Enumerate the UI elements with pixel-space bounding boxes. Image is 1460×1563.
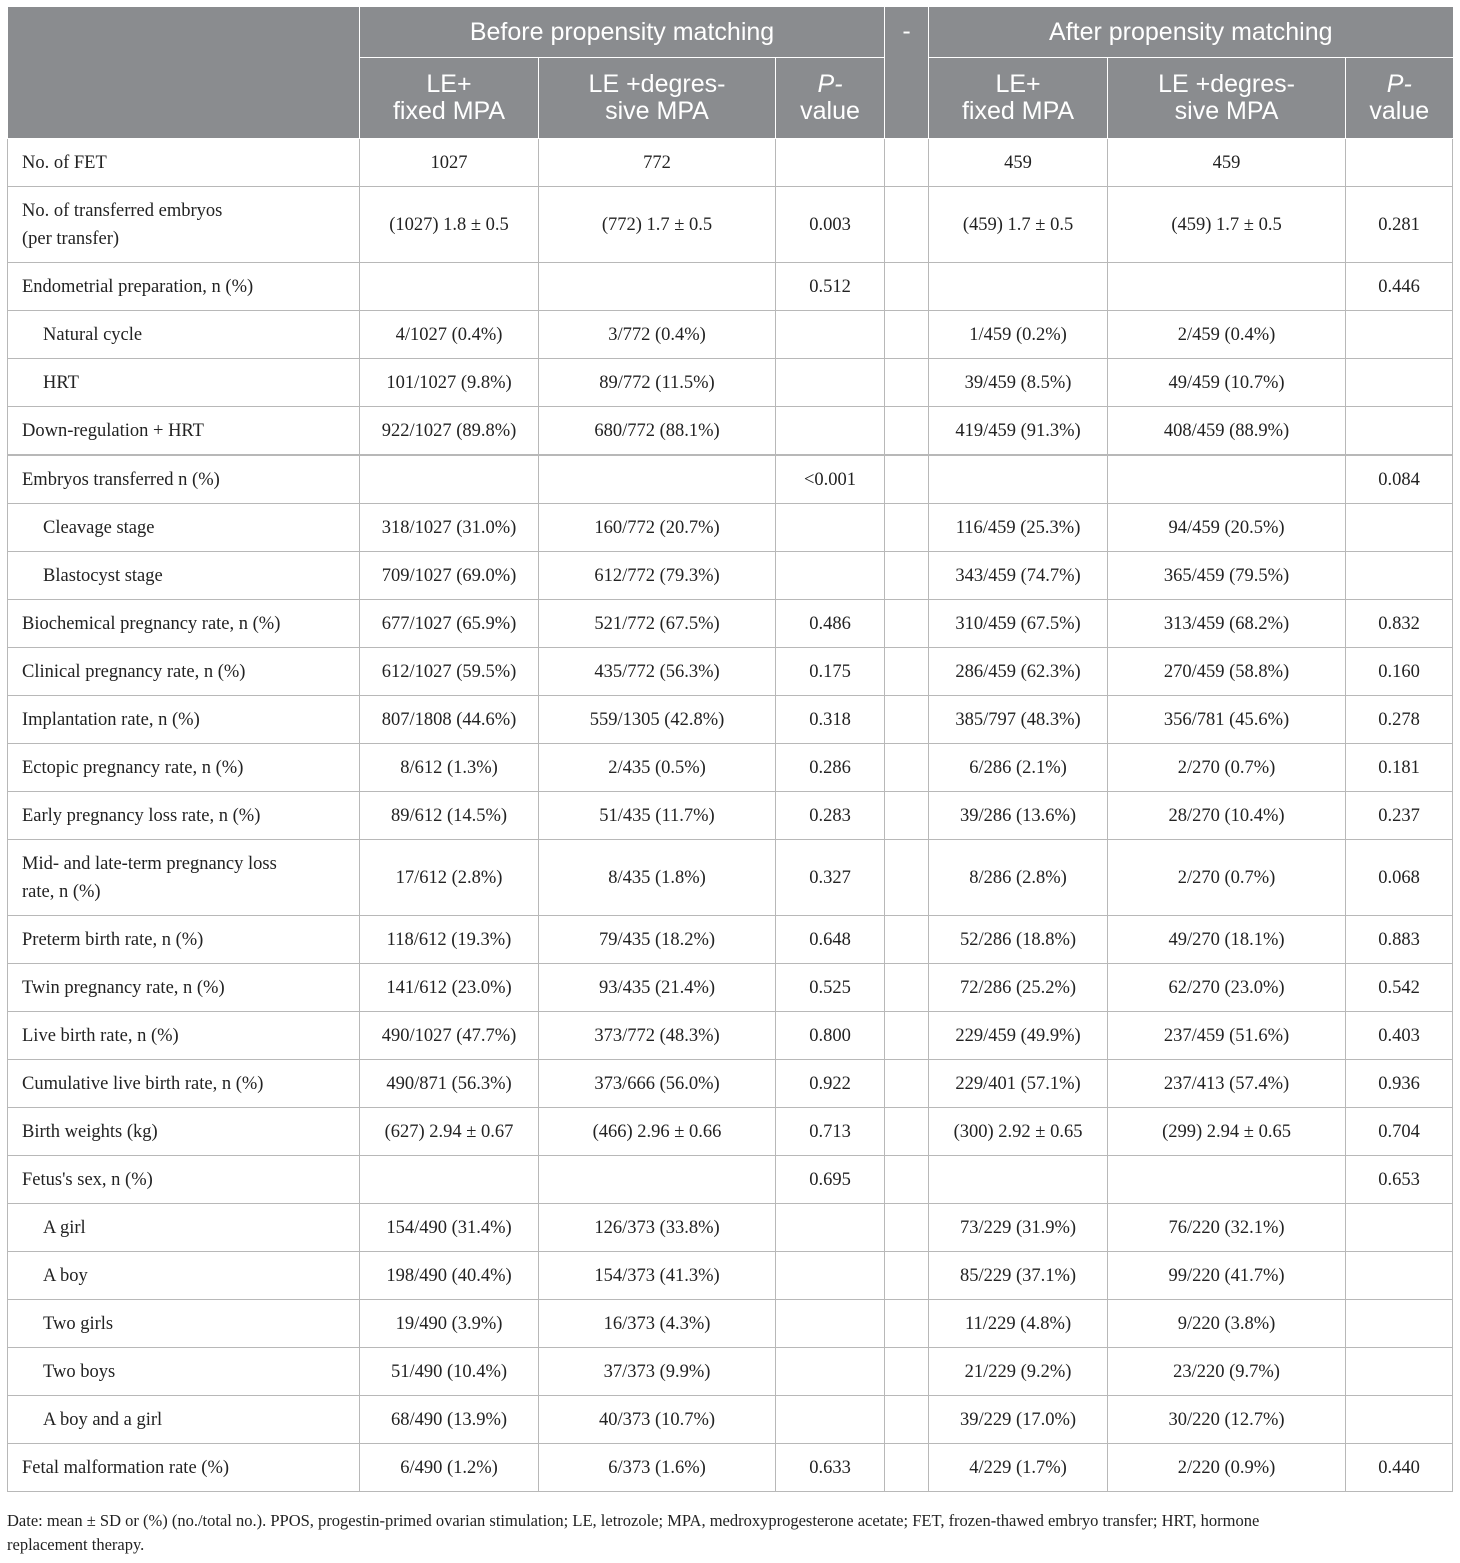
cell-before-p-value	[776, 1252, 885, 1300]
cell-after-fixed-mpa	[929, 455, 1108, 504]
row-label-text: Two boys	[43, 1361, 116, 1382]
table-row	[8, 648, 1453, 696]
cell-before-fixed-mpa: 807/1808 (44.6%)	[360, 696, 539, 744]
cell-after-fixed-mpa: 39/286 (13.6%)	[929, 792, 1108, 840]
cell-before-degressive-mpa: 772	[539, 139, 776, 187]
cell-before-fixed-mpa: 101/1027 (9.8%)	[360, 359, 539, 407]
cell-before-degressive-mpa: 160/772 (20.7%)	[539, 504, 776, 552]
cell-after-degressive-mpa	[1108, 455, 1346, 504]
cell-after-p-value	[1346, 1348, 1453, 1396]
row-label-text: Mid- and late-term pregnancy loss	[22, 853, 277, 874]
table-row	[8, 1156, 1453, 1204]
cell-before-degressive-mpa: 373/772 (48.3%)	[539, 1012, 776, 1060]
cell-after-p-value: 0.084	[1346, 455, 1453, 504]
cell-before-degressive-mpa	[539, 263, 776, 311]
cell-before-fixed-mpa	[360, 1156, 539, 1204]
cell-after-degressive-mpa: 237/459 (51.6%)	[1108, 1012, 1346, 1060]
cell-after-fixed-mpa: 8/286 (2.8%)	[929, 840, 1108, 916]
cell-after-p-value	[1346, 359, 1453, 407]
cell-after-degressive-mpa: 459	[1108, 139, 1346, 187]
table-row	[8, 1204, 1453, 1252]
cell-before-fixed-mpa: (627) 2.94 ± 0.67	[360, 1108, 539, 1156]
cell-separator	[885, 263, 929, 311]
row-label-text: Natural cycle	[43, 324, 143, 345]
cell-before-degressive-mpa: 6/373 (1.6%)	[539, 1444, 776, 1492]
row-label-text: Fetal malformation rate (%)	[22, 1457, 230, 1478]
cell-separator	[885, 552, 929, 600]
cell-after-p-value: 0.704	[1346, 1108, 1453, 1156]
cell-after-p-value	[1346, 1204, 1453, 1252]
cell-before-fixed-mpa: 490/1027 (47.7%)	[360, 1012, 539, 1060]
cell-separator	[885, 916, 929, 964]
cell-after-degressive-mpa: 2/270 (0.7%)	[1108, 840, 1346, 916]
cell-before-p-value	[776, 1204, 885, 1252]
row-label	[8, 455, 360, 504]
cell-separator	[885, 504, 929, 552]
cell-after-p-value	[1346, 407, 1453, 456]
cell-before-fixed-mpa: 17/612 (2.8%)	[360, 840, 539, 916]
cell-after-fixed-mpa: 21/229 (9.2%)	[929, 1348, 1108, 1396]
cell-before-p-value: 0.486	[776, 600, 885, 648]
row-label-text: Down-regulation + HRT	[22, 420, 204, 441]
row-label-text: Early pregnancy loss rate, n (%)	[22, 805, 261, 826]
cell-separator	[885, 1156, 929, 1204]
cell-before-fixed-mpa: 677/1027 (65.9%)	[360, 600, 539, 648]
cell-before-p-value	[776, 359, 885, 407]
row-label	[8, 504, 360, 552]
cell-after-degressive-mpa: 2/220 (0.9%)	[1108, 1444, 1346, 1492]
cell-before-fixed-mpa: 6/490 (1.2%)	[360, 1444, 539, 1492]
row-label-text: Clinical pregnancy rate, n (%)	[22, 661, 246, 682]
table-body	[8, 139, 1453, 1492]
cell-separator	[885, 187, 929, 263]
row-label-text: Twin pregnancy rate, n (%)	[22, 977, 225, 998]
cell-after-fixed-mpa: 385/797 (48.3%)	[929, 696, 1108, 744]
row-label-text: Endometrial preparation, n (%)	[22, 276, 254, 297]
cell-before-degressive-mpa: 51/435 (11.7%)	[539, 792, 776, 840]
cell-after-degressive-mpa: 2/270 (0.7%)	[1108, 744, 1346, 792]
cell-after-fixed-mpa: 72/286 (25.2%)	[929, 964, 1108, 1012]
row-label-text: HRT	[43, 372, 79, 393]
cell-separator	[885, 311, 929, 359]
row-label	[8, 263, 360, 311]
cell-before-p-value	[776, 1396, 885, 1444]
cell-after-p-value: 0.160	[1346, 648, 1453, 696]
cell-before-p-value: 0.633	[776, 1444, 885, 1492]
cell-after-p-value	[1346, 1252, 1453, 1300]
table-row	[8, 263, 1453, 311]
cell-before-fixed-mpa: 141/612 (23.0%)	[360, 964, 539, 1012]
cell-after-degressive-mpa: 94/459 (20.5%)	[1108, 504, 1346, 552]
results-table	[7, 7, 1453, 1492]
row-label	[8, 1300, 360, 1348]
header-after-p-value: P- value	[1346, 58, 1453, 139]
row-label	[8, 1252, 360, 1300]
row-label-text: Cumulative live birth rate, n (%)	[22, 1073, 264, 1094]
cell-after-p-value: 0.281	[1346, 187, 1453, 263]
cell-after-fixed-mpa: 286/459 (62.3%)	[929, 648, 1108, 696]
cell-before-degressive-mpa	[539, 1156, 776, 1204]
cell-after-fixed-mpa: 73/229 (31.9%)	[929, 1204, 1108, 1252]
table-row	[8, 600, 1453, 648]
cell-after-p-value	[1346, 139, 1453, 187]
cell-after-p-value: 0.883	[1346, 916, 1453, 964]
cell-before-fixed-mpa: 318/1027 (31.0%)	[360, 504, 539, 552]
table-row	[8, 455, 1453, 504]
row-label-text-line2: (per transfer)	[22, 228, 120, 249]
cell-before-degressive-mpa: 373/666 (56.0%)	[539, 1060, 776, 1108]
row-label-text: Birth weights (kg)	[22, 1121, 158, 1142]
row-label	[8, 552, 360, 600]
cell-before-fixed-mpa: 68/490 (13.9%)	[360, 1396, 539, 1444]
cell-after-degressive-mpa: 270/459 (58.8%)	[1108, 648, 1346, 696]
row-label	[8, 1060, 360, 1108]
row-label	[8, 359, 360, 407]
cell-before-degressive-mpa: 89/772 (11.5%)	[539, 359, 776, 407]
cell-before-degressive-mpa: 521/772 (67.5%)	[539, 600, 776, 648]
header-before-p-value: P- value	[776, 58, 885, 139]
row-label	[8, 696, 360, 744]
cell-before-degressive-mpa: 79/435 (18.2%)	[539, 916, 776, 964]
cell-before-degressive-mpa: (466) 2.96 ± 0.66	[539, 1108, 776, 1156]
cell-after-p-value: 0.237	[1346, 792, 1453, 840]
table-row	[8, 916, 1453, 964]
row-label	[8, 1012, 360, 1060]
row-label-text: No. of FET	[22, 152, 107, 173]
cell-separator	[885, 1108, 929, 1156]
cell-after-degressive-mpa: 28/270 (10.4%)	[1108, 792, 1346, 840]
cell-before-fixed-mpa: 4/1027 (0.4%)	[360, 311, 539, 359]
cell-after-p-value: 0.936	[1346, 1060, 1453, 1108]
cell-separator	[885, 455, 929, 504]
row-label	[8, 187, 360, 263]
cell-before-degressive-mpa: 680/772 (88.1%)	[539, 407, 776, 456]
cell-after-degressive-mpa: 49/459 (10.7%)	[1108, 359, 1346, 407]
cell-before-degressive-mpa: 2/435 (0.5%)	[539, 744, 776, 792]
cell-before-degressive-mpa: 16/373 (4.3%)	[539, 1300, 776, 1348]
cell-before-p-value: 0.512	[776, 263, 885, 311]
cell-after-degressive-mpa: (459) 1.7 ± 0.5	[1108, 187, 1346, 263]
cell-after-fixed-mpa: 459	[929, 139, 1108, 187]
cell-after-degressive-mpa: 99/220 (41.7%)	[1108, 1252, 1346, 1300]
row-label-text: Biochemical pregnancy rate, n (%)	[22, 613, 281, 634]
table-row	[8, 1300, 1453, 1348]
row-label	[8, 1444, 360, 1492]
header-separator: -	[885, 7, 929, 139]
cell-after-fixed-mpa: 39/229 (17.0%)	[929, 1396, 1108, 1444]
row-label-text: Implantation rate, n (%)	[22, 709, 200, 730]
cell-before-degressive-mpa: 126/373 (33.8%)	[539, 1204, 776, 1252]
cell-before-p-value: 0.283	[776, 792, 885, 840]
row-label	[8, 600, 360, 648]
row-label-text: A girl	[43, 1217, 86, 1238]
cell-separator	[885, 359, 929, 407]
cell-after-degressive-mpa: (299) 2.94 ± 0.65	[1108, 1108, 1346, 1156]
cell-after-fixed-mpa: (300) 2.92 ± 0.65	[929, 1108, 1108, 1156]
header-before-degressive-mpa: LE +degres- sive MPA	[539, 58, 776, 139]
cell-before-p-value: 0.525	[776, 964, 885, 1012]
table-footnote: Date: mean ± SD or (%) (no./total no.). PPOS, progestin-primed ovarian stimulation; LE, letrozole; MPA, medroxyprogesterone acetate; FET, frozen-thawed embryo transfer; HRT, hormone replacement therapy.	[7, 1511, 1260, 1554]
cell-after-p-value: 0.832	[1346, 600, 1453, 648]
cell-after-p-value	[1346, 552, 1453, 600]
row-label-text: Two girls	[43, 1313, 114, 1334]
cell-before-p-value: 0.648	[776, 916, 885, 964]
cell-after-degressive-mpa: 2/459 (0.4%)	[1108, 311, 1346, 359]
cell-separator	[885, 792, 929, 840]
cell-separator	[885, 696, 929, 744]
cell-before-fixed-mpa: 1027	[360, 139, 539, 187]
row-label	[8, 407, 360, 456]
table-row	[8, 1396, 1453, 1444]
cell-after-p-value: 0.181	[1346, 744, 1453, 792]
table-container	[7, 7, 1452, 1492]
header-before-matching: Before propensity matching	[360, 7, 885, 58]
cell-before-p-value: 0.922	[776, 1060, 885, 1108]
cell-after-fixed-mpa	[929, 1156, 1108, 1204]
cell-separator	[885, 1060, 929, 1108]
cell-separator	[885, 744, 929, 792]
cell-before-p-value: 0.695	[776, 1156, 885, 1204]
cell-separator	[885, 1348, 929, 1396]
cell-before-p-value	[776, 1348, 885, 1396]
cell-after-fixed-mpa: 310/459 (67.5%)	[929, 600, 1108, 648]
table-row	[8, 744, 1453, 792]
cell-before-degressive-mpa: 612/772 (79.3%)	[539, 552, 776, 600]
cell-after-degressive-mpa: 408/459 (88.9%)	[1108, 407, 1346, 456]
cell-before-degressive-mpa: 37/373 (9.9%)	[539, 1348, 776, 1396]
cell-after-degressive-mpa: 356/781 (45.6%)	[1108, 696, 1346, 744]
cell-separator	[885, 407, 929, 456]
table-row	[8, 187, 1453, 263]
cell-before-p-value: 0.286	[776, 744, 885, 792]
table-row	[8, 1060, 1453, 1108]
row-label-text: Cleavage stage	[43, 517, 155, 538]
cell-after-p-value: 0.653	[1346, 1156, 1453, 1204]
row-label	[8, 1156, 360, 1204]
cell-before-p-value	[776, 407, 885, 456]
table-row	[8, 359, 1453, 407]
cell-before-fixed-mpa	[360, 263, 539, 311]
cell-before-fixed-mpa: 198/490 (40.4%)	[360, 1252, 539, 1300]
row-label-text: Preterm birth rate, n (%)	[22, 929, 204, 950]
row-label-text: Live birth rate, n (%)	[22, 1025, 179, 1046]
cell-separator	[885, 1396, 929, 1444]
table-row	[8, 840, 1453, 916]
cell-after-fixed-mpa: 343/459 (74.7%)	[929, 552, 1108, 600]
table-row	[8, 1348, 1453, 1396]
cell-before-p-value: 0.318	[776, 696, 885, 744]
cell-before-p-value	[776, 311, 885, 359]
cell-before-degressive-mpa: 8/435 (1.8%)	[539, 840, 776, 916]
cell-separator	[885, 1252, 929, 1300]
cell-after-p-value	[1346, 311, 1453, 359]
cell-after-fixed-mpa: 229/459 (49.9%)	[929, 1012, 1108, 1060]
cell-after-fixed-mpa: 419/459 (91.3%)	[929, 407, 1108, 456]
cell-after-p-value: 0.403	[1346, 1012, 1453, 1060]
row-label	[8, 1204, 360, 1252]
header-before-fixed-mpa: LE+ fixed MPA	[360, 58, 539, 139]
cell-before-fixed-mpa: 118/612 (19.3%)	[360, 916, 539, 964]
cell-separator	[885, 648, 929, 696]
cell-before-p-value	[776, 1300, 885, 1348]
cell-after-fixed-mpa	[929, 263, 1108, 311]
row-label	[8, 139, 360, 187]
cell-before-fixed-mpa: 612/1027 (59.5%)	[360, 648, 539, 696]
cell-before-fixed-mpa: 8/612 (1.3%)	[360, 744, 539, 792]
row-label-text: Fetus's sex, n (%)	[22, 1169, 153, 1190]
cell-after-p-value	[1346, 504, 1453, 552]
header-after-matching: After propensity matching	[929, 7, 1453, 58]
cell-after-degressive-mpa: 49/270 (18.1%)	[1108, 916, 1346, 964]
cell-before-degressive-mpa: (772) 1.7 ± 0.5	[539, 187, 776, 263]
cell-after-p-value	[1346, 1300, 1453, 1348]
cell-before-degressive-mpa: 40/373 (10.7%)	[539, 1396, 776, 1444]
cell-before-fixed-mpa	[360, 455, 539, 504]
cell-after-fixed-mpa: 116/459 (25.3%)	[929, 504, 1108, 552]
row-label-text: No. of transferred embryos	[22, 200, 223, 221]
cell-before-fixed-mpa: 922/1027 (89.8%)	[360, 407, 539, 456]
row-label	[8, 1348, 360, 1396]
cell-separator	[885, 1300, 929, 1348]
row-label	[8, 792, 360, 840]
cell-before-p-value	[776, 552, 885, 600]
cell-separator	[885, 840, 929, 916]
cell-after-fixed-mpa: 6/286 (2.1%)	[929, 744, 1108, 792]
cell-before-fixed-mpa: 51/490 (10.4%)	[360, 1348, 539, 1396]
table-row	[8, 407, 1453, 456]
cell-after-p-value: 0.068	[1346, 840, 1453, 916]
row-label	[8, 744, 360, 792]
table-row	[8, 1012, 1453, 1060]
cell-before-fixed-mpa: 490/871 (56.3%)	[360, 1060, 539, 1108]
cell-before-p-value: 0.713	[776, 1108, 885, 1156]
cell-before-fixed-mpa: (1027) 1.8 ± 0.5	[360, 187, 539, 263]
row-label	[8, 1396, 360, 1444]
cell-before-fixed-mpa: 154/490 (31.4%)	[360, 1204, 539, 1252]
row-label-text-line2: rate, n (%)	[22, 881, 101, 902]
cell-before-degressive-mpa: 3/772 (0.4%)	[539, 311, 776, 359]
cell-separator	[885, 1204, 929, 1252]
row-label	[8, 1108, 360, 1156]
cell-after-fixed-mpa: 11/229 (4.8%)	[929, 1300, 1108, 1348]
cell-separator	[885, 139, 929, 187]
cell-after-degressive-mpa: 30/220 (12.7%)	[1108, 1396, 1346, 1444]
row-label	[8, 916, 360, 964]
row-label	[8, 964, 360, 1012]
cell-before-fixed-mpa: 709/1027 (69.0%)	[360, 552, 539, 600]
cell-after-fixed-mpa: 229/401 (57.1%)	[929, 1060, 1108, 1108]
cell-before-degressive-mpa: 154/373 (41.3%)	[539, 1252, 776, 1300]
cell-after-p-value: 0.440	[1346, 1444, 1453, 1492]
cell-after-p-value: 0.446	[1346, 263, 1453, 311]
cell-after-degressive-mpa: 237/413 (57.4%)	[1108, 1060, 1346, 1108]
header-blank-cell	[8, 7, 360, 139]
table-row	[8, 504, 1453, 552]
cell-after-degressive-mpa: 23/220 (9.7%)	[1108, 1348, 1346, 1396]
cell-after-p-value: 0.278	[1346, 696, 1453, 744]
cell-after-fixed-mpa: 85/229 (37.1%)	[929, 1252, 1108, 1300]
cell-before-p-value	[776, 504, 885, 552]
table-row	[8, 696, 1453, 744]
table-row	[8, 1252, 1453, 1300]
cell-after-p-value: 0.542	[1346, 964, 1453, 1012]
cell-after-degressive-mpa	[1108, 263, 1346, 311]
cell-after-fixed-mpa: 39/459 (8.5%)	[929, 359, 1108, 407]
table-row	[8, 792, 1453, 840]
cell-before-degressive-mpa: 435/772 (56.3%)	[539, 648, 776, 696]
cell-before-p-value: 0.175	[776, 648, 885, 696]
table-row	[8, 1444, 1453, 1492]
cell-before-degressive-mpa: 93/435 (21.4%)	[539, 964, 776, 1012]
header-after-fixed-mpa: LE+ fixed MPA	[929, 58, 1108, 139]
cell-separator	[885, 1012, 929, 1060]
table-row	[8, 311, 1453, 359]
cell-separator	[885, 1444, 929, 1492]
row-label	[8, 840, 360, 916]
cell-before-p-value: 0.800	[776, 1012, 885, 1060]
cell-after-degressive-mpa: 313/459 (68.2%)	[1108, 600, 1346, 648]
row-label	[8, 648, 360, 696]
cell-separator	[885, 600, 929, 648]
cell-after-degressive-mpa: 9/220 (3.8%)	[1108, 1300, 1346, 1348]
row-label-text: Ectopic pregnancy rate, n (%)	[22, 757, 244, 778]
cell-after-fixed-mpa: (459) 1.7 ± 0.5	[929, 187, 1108, 263]
cell-after-fixed-mpa: 52/286 (18.8%)	[929, 916, 1108, 964]
row-label	[8, 311, 360, 359]
table-row	[8, 1108, 1453, 1156]
cell-before-degressive-mpa	[539, 455, 776, 504]
cell-before-p-value: 0.327	[776, 840, 885, 916]
table-row	[8, 964, 1453, 1012]
cell-after-degressive-mpa	[1108, 1156, 1346, 1204]
table-row	[8, 552, 1453, 600]
table-row	[8, 139, 1453, 187]
cell-before-fixed-mpa: 19/490 (3.9%)	[360, 1300, 539, 1348]
cell-before-p-value: <0.001	[776, 455, 885, 504]
cell-after-p-value	[1346, 1396, 1453, 1444]
table-header	[8, 7, 1453, 139]
cell-after-fixed-mpa: 1/459 (0.2%)	[929, 311, 1108, 359]
header-after-degressive-mpa: LE +degres- sive MPA	[1108, 58, 1346, 139]
row-label-text: Blastocyst stage	[43, 565, 163, 586]
cell-before-degressive-mpa: 559/1305 (42.8%)	[539, 696, 776, 744]
cell-after-degressive-mpa: 76/220 (32.1%)	[1108, 1204, 1346, 1252]
cell-before-fixed-mpa: 89/612 (14.5%)	[360, 792, 539, 840]
cell-after-fixed-mpa: 4/229 (1.7%)	[929, 1444, 1108, 1492]
cell-after-degressive-mpa: 62/270 (23.0%)	[1108, 964, 1346, 1012]
cell-after-degressive-mpa: 365/459 (79.5%)	[1108, 552, 1346, 600]
cell-separator	[885, 964, 929, 1012]
row-label-text: Embryos transferred n (%)	[22, 469, 220, 490]
cell-before-p-value: 0.003	[776, 187, 885, 263]
row-label-text: A boy	[43, 1265, 88, 1286]
row-label-text: A boy and a girl	[43, 1409, 163, 1430]
cell-before-p-value	[776, 139, 885, 187]
